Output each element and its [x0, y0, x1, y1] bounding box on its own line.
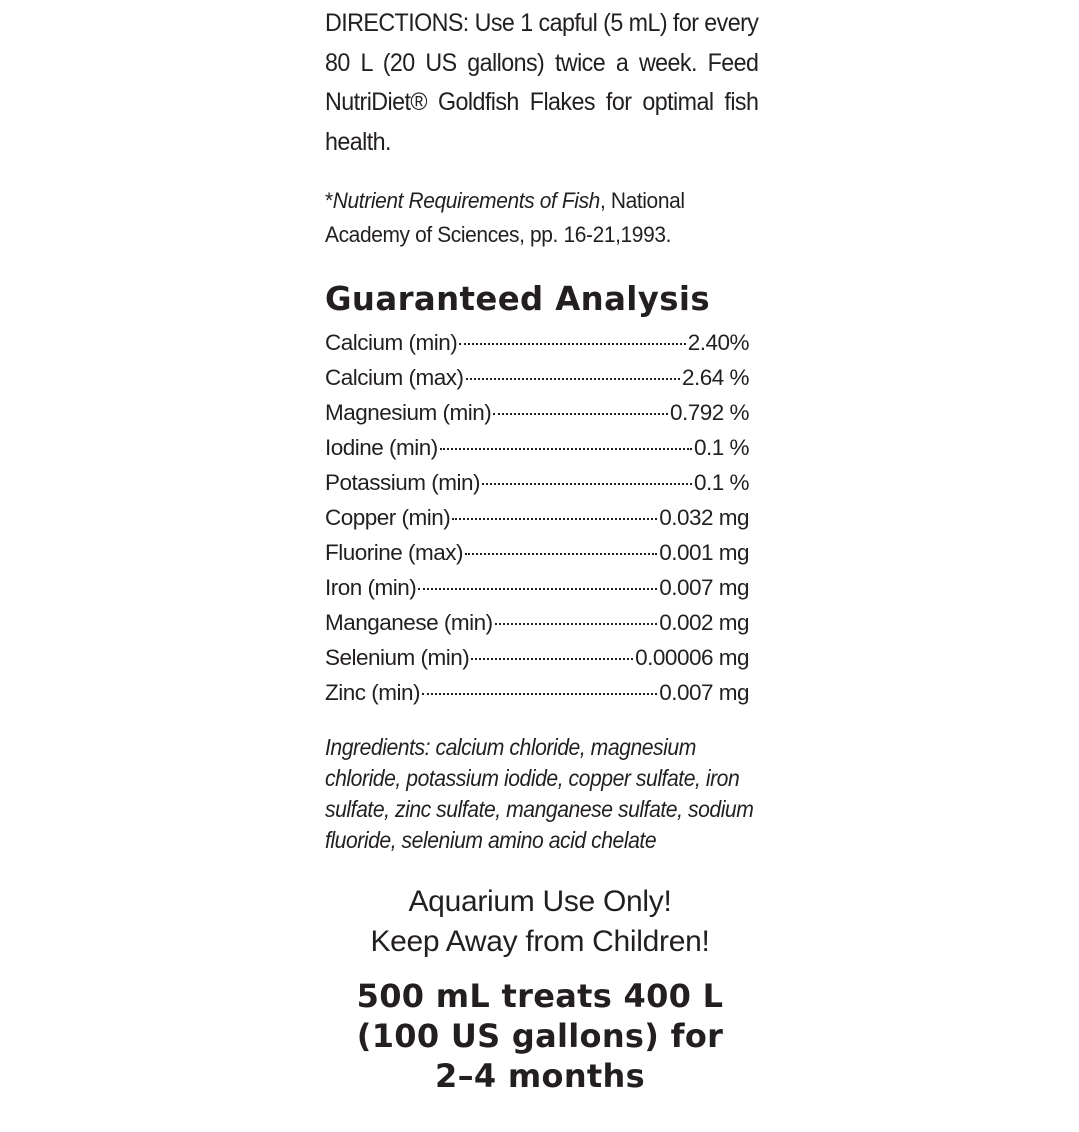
nutrient-name: Fluorine (max)	[325, 540, 464, 565]
nutrient-value: 0.1 %	[693, 470, 749, 495]
dot-leader	[493, 413, 668, 415]
nutrient-name: Potassium (min)	[325, 470, 481, 495]
citation-source: , National Academy of Sciences, pp. 16-21,1993.	[325, 188, 685, 247]
nutrient-name: Manganese (min)	[325, 610, 493, 635]
treatment-line-2: (100 US gallons) for	[356, 1017, 724, 1055]
analysis-row	[325, 430, 749, 465]
nutrient-value: 0.792 %	[669, 400, 749, 425]
analysis-row	[325, 325, 749, 360]
treatment-line-1: 500 mL treats 400 L	[356, 977, 724, 1015]
dot-leader	[459, 343, 685, 345]
nutrient-value: 0.00006 mg	[635, 645, 749, 670]
dot-leader	[418, 588, 657, 590]
nutrient-value: 0.007 mg	[659, 680, 749, 705]
nutrient-name: Calcium (max)	[325, 365, 464, 390]
nutrient-value: 2.64 %	[681, 365, 749, 390]
dot-leader	[495, 623, 658, 625]
analysis-row	[325, 360, 749, 395]
guaranteed-analysis-title: Guaranteed Analysis	[325, 279, 711, 318]
analysis-row	[325, 640, 749, 675]
warning-keep-away: Keep Away from Children!	[370, 925, 710, 958]
analysis-row	[325, 395, 749, 430]
citation	[325, 184, 758, 252]
nutrient-value: 0.007 mg	[659, 575, 749, 600]
nutrient-value: 2.40%	[687, 330, 749, 355]
analysis-row	[325, 675, 749, 710]
nutrient-value: 0.001 mg	[659, 540, 749, 565]
nutrient-name: Iron (min)	[325, 575, 417, 600]
dot-leader	[482, 483, 692, 485]
nutrient-name: Zinc (min)	[325, 680, 420, 705]
warning-aquarium-only: Aquarium Use Only!	[408, 885, 672, 918]
analysis-row	[325, 465, 749, 500]
nutrient-name: Selenium (min)	[325, 645, 470, 670]
dot-leader	[452, 518, 657, 520]
warning-block	[325, 882, 755, 962]
nutrient-name: Calcium (min)	[325, 330, 458, 355]
treatment-volume	[325, 976, 755, 1096]
nutrient-value: 0.032 mg	[659, 505, 749, 530]
nutrient-name: Copper (min)	[325, 505, 451, 530]
dot-leader	[466, 378, 680, 380]
treatment-line-3: 2–4 months	[435, 1057, 645, 1095]
dot-leader	[471, 658, 633, 660]
nutrient-name: Magnesium (min)	[325, 400, 492, 425]
nutrient-value: 0.1 %	[693, 435, 749, 460]
nutrient-name: Iodine (min)	[325, 435, 438, 460]
analysis-row	[325, 605, 749, 640]
dot-leader	[465, 553, 657, 555]
ingredients-text: Ingredients: calcium chloride, magnesium chloride, potassium iodide, copper sulfate, iron sulfate, zinc sulfate, manganese sulfate, sodium fluoride, selenium amino acid chelate	[325, 734, 754, 853]
analysis-list	[325, 325, 749, 710]
directions-text: DIRECTIONS: Use 1 capful (5 mL) for every 80 L (20 US gallons) twice a week. Feed NutriDiet® Goldfish Flakes for optimal fish health.	[325, 9, 759, 156]
analysis-row	[325, 570, 749, 605]
analysis-row	[325, 500, 749, 535]
citation-asterisk: *	[325, 188, 333, 213]
dot-leader	[440, 448, 692, 450]
product-label	[325, 0, 759, 1096]
analysis-row	[325, 535, 749, 570]
citation-title: Nutrient Requirements of Fish	[332, 188, 600, 213]
dot-leader	[422, 693, 657, 695]
nutrient-value: 0.002 mg	[659, 610, 749, 635]
